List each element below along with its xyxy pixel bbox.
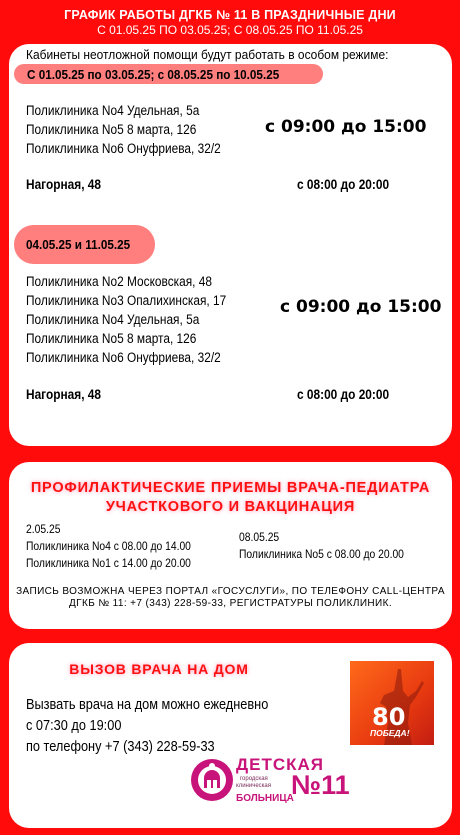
- period1-badge: [14, 64, 323, 84]
- home-visit-title: ВЫЗОВ ВРАЧА НА ДОМ: [69, 661, 249, 677]
- period2-clinics: [26, 272, 226, 367]
- clinic-line: Поликлиника No6 Онуфриева, 32/2: [26, 350, 221, 365]
- logo-sub2: клиническая: [236, 783, 272, 789]
- logo-word: ДЕТСКАЯ: [236, 755, 324, 774]
- period2-nagornaya-hours: с 08:00 до 20:00: [297, 387, 390, 402]
- page-title: ГРАФИК РАБОТЫ ДГКБ № 11 В ПРАЗДНИЧНЫЕ ДНИ: [64, 8, 396, 22]
- prophylactic-card: [9, 462, 452, 629]
- period1-clinics-hours: с 09:00 до 15:00: [265, 117, 427, 137]
- period2-clinics-hours: с 09:00 до 15:00: [280, 297, 442, 317]
- day1-line: Поликлиника No4 с 08.00 до 14.00: [26, 539, 191, 553]
- period1-label: С 01.05.25 по 03.05.25; с 08.05.25 по 10.05.25: [27, 66, 280, 82]
- victory-number: 80: [372, 703, 406, 731]
- day1-line: Поликлиника No1 с 14.00 до 20.00: [26, 556, 191, 570]
- clinic-line: Поликлиника No4 Удельная, 5а: [26, 312, 200, 327]
- clinic-line: Поликлиника No5 8 марта, 126: [26, 331, 197, 346]
- home-visit-text: [26, 695, 268, 758]
- home-visit-line: по телефону +7 (343) 228-59-33: [26, 739, 215, 755]
- prophylactic-title: [9, 479, 452, 517]
- logo-word2: БОЛЬНИЦА: [236, 793, 294, 804]
- day1-block: [26, 521, 191, 572]
- appointment-note-line2: ДГКБ № 11: +7 (343) 228-59-33, РЕГИСТРАТУРЫ ПОЛИКЛИНИК.: [68, 598, 393, 609]
- appointment-note-line1: ЗАПИСЬ ВОЗМОЖНА ЧЕРЕЗ ПОРТАЛ «ГОСУСЛУГИ», ПО ТЕЛЕФОНУ CALL-ЦЕНТРА: [16, 586, 445, 597]
- period1-nagornaya-hours: с 08:00 до 20:00: [297, 177, 390, 192]
- victory-80-poster: [350, 661, 434, 745]
- period2-nagornaya: Нагорная, 48: [26, 387, 102, 402]
- clinic-line: Поликлиника No5 8 марта, 126: [26, 122, 197, 137]
- day2-block: [239, 529, 404, 563]
- period1-clinics: [26, 101, 221, 158]
- home-visit-card: [9, 643, 452, 828]
- appointment-note: [9, 586, 452, 610]
- day2-date: 08.05.25: [239, 530, 280, 544]
- page-dates: С 01.05.25 ПО 03.05.25; С 08.05.25 ПО 11.05.25: [97, 23, 363, 37]
- prophylactic-title-line2: УЧАСТКОВОГО И ВАКЦИНАЦИЯ: [105, 499, 356, 515]
- day2-line: Поликлиника No5 с 08.00 до 20.00: [239, 547, 404, 561]
- prophylactic-title-line1: ПРОФИЛАКТИЧЕСКИЕ ПРИЕМЫ ВРАЧА-ПЕДИАТРА: [30, 480, 431, 496]
- day1-date: 2.05.25: [26, 522, 61, 536]
- home-visit-line: с 07:30 до 19:00: [26, 718, 122, 734]
- schedule-card: [9, 44, 452, 446]
- logo-sub1: городская: [240, 776, 268, 782]
- clinic-line: Поликлиника No4 Удельная, 5а: [26, 103, 200, 118]
- period2-label: 04.05.25 и 11.05.25: [26, 237, 131, 252]
- hospital-emblem-icon: [190, 758, 234, 802]
- schedule-intro: Кабинеты неотложной помощи будут работать в особом режиме:: [26, 47, 389, 62]
- clinic-line: Поликлиника No6 Онуфриева, 32/2: [26, 141, 221, 156]
- period1-nagornaya: Нагорная, 48: [26, 177, 102, 192]
- victory-word: ПОБЕДА!: [370, 728, 410, 738]
- home-visit-line: Вызвать врача на дом можно ежедневно: [26, 697, 269, 713]
- period2-badge: [14, 225, 155, 264]
- hospital-logo: [190, 755, 350, 812]
- logo-number: №11: [291, 770, 350, 800]
- page-header: [0, 8, 460, 37]
- clinic-line: Поликлиника No3 Опалихинская, 17: [26, 293, 227, 308]
- clinic-line: Поликлиника No2 Московская, 48: [26, 274, 212, 289]
